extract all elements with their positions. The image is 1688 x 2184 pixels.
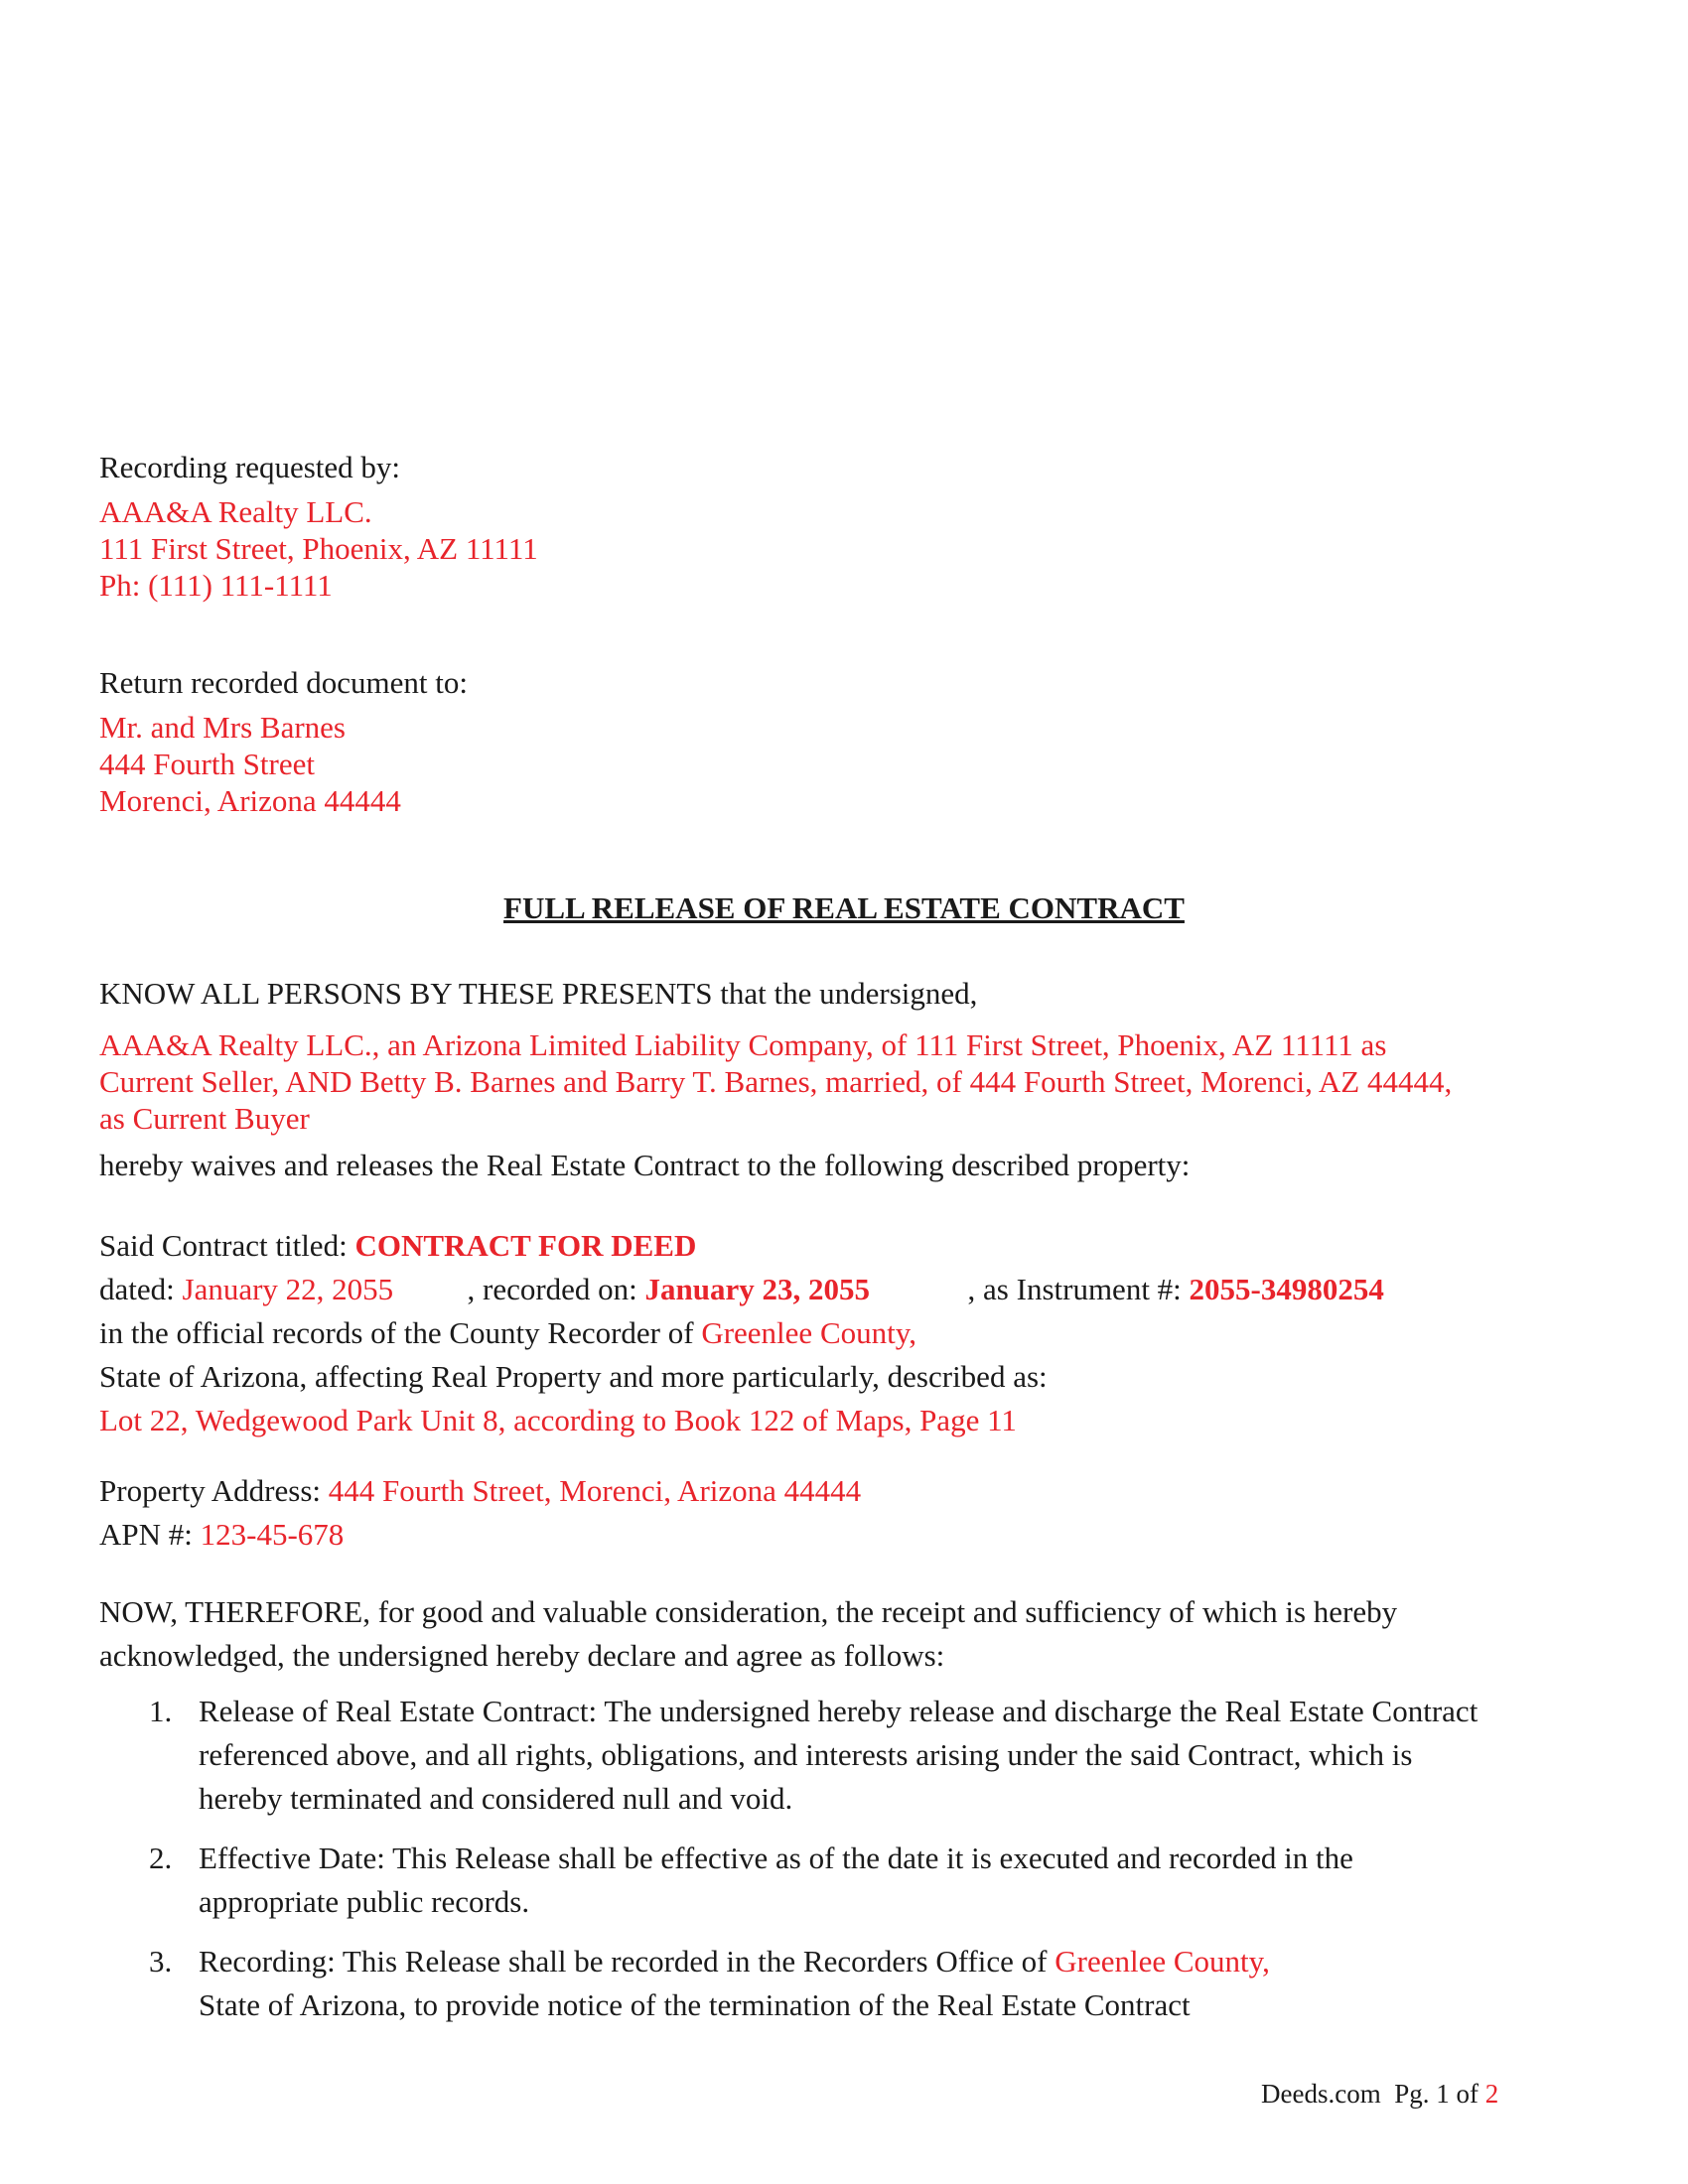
term-item-3 <box>99 1940 1477 2027</box>
recorded-label: , recorded on: <box>467 1272 645 1306</box>
dated-value: January 22, 2055 <box>182 1272 394 1306</box>
dated-label: dated: <box>99 1272 183 1306</box>
term-line: hereby terminated and considered null and void. <box>199 1781 793 1816</box>
property-block <box>99 1469 861 1557</box>
contract-title-value: CONTRACT FOR DEED <box>354 1228 697 1263</box>
footer-page-label: Pg. 1 of <box>1394 2079 1485 2109</box>
therefore-block <box>99 1590 1397 1678</box>
requester-name: AAA&A Realty LLC. <box>99 494 372 529</box>
waiver-text: hereby waives and releases the Real Estate Contract to the following described property: <box>99 1148 1191 1182</box>
term-number: 2. <box>149 1841 173 1875</box>
intro-text: KNOW ALL PERSONS BY THESE PRESENTS that the undersigned, <box>99 976 978 1011</box>
property-address-line <box>99 1469 861 1513</box>
county-name: Greenlee County, <box>701 1315 916 1350</box>
contract-dates-line <box>99 1268 1384 1311</box>
apn-line <box>99 1513 861 1557</box>
recording-label: Recording requested by: <box>99 450 401 484</box>
parties-line-3: as Current Buyer <box>99 1101 310 1136</box>
contract-title-label: Said Contract titled: <box>99 1228 355 1263</box>
return-label: Return recorded document to: <box>99 665 469 700</box>
term-line: appropriate public records. <box>199 1884 530 1919</box>
term-item-1 <box>99 1690 1477 1821</box>
records-text: in the official records of the County Recorder of <box>99 1315 702 1350</box>
legal-description: Lot 22, Wedgewood Park Unit 8, according to Book 122 of Maps, Page 11 <box>99 1403 1017 1437</box>
return-to-block <box>99 664 468 819</box>
term-line: Release of Real Estate Contract: The undersigned hereby release and discharge the Real Estate Contract <box>199 1694 1478 1728</box>
term-line: Effective Date: This Release shall be effective as of the date it is executed and recorded in the <box>199 1841 1353 1875</box>
footer-total-pages: 2 <box>1484 2079 1499 2109</box>
therefore-line-1: NOW, THEREFORE, for good and valuable consideration, the receipt and sufficiency of which is hereby <box>99 1594 1398 1629</box>
term-line: referenced above, and all rights, obligations, and interests arising under the said Contract, which is <box>199 1737 1413 1772</box>
page-footer <box>1261 2078 1498 2110</box>
term-item-2 <box>99 1837 1477 1924</box>
property-address-label: Property Address: <box>99 1473 329 1508</box>
document-title: FULL RELEASE OF REAL ESTATE CONTRACT <box>503 890 1185 925</box>
parties-block <box>99 1026 1452 1137</box>
term-3-county: Greenlee County, <box>1055 1944 1270 1979</box>
instrument-value: 2055-34980254 <box>1189 1272 1384 1306</box>
return-name: Mr. and Mrs Barnes <box>99 710 346 745</box>
term-number: 1. <box>149 1694 173 1728</box>
recording-requested-block <box>99 449 538 604</box>
apn-label: APN #: <box>99 1517 201 1552</box>
term-3-text: Recording: This Release shall be recorded in the Recorders Office of <box>199 1944 1055 1979</box>
property-address-value: 444 Fourth Street, Morenci, Arizona 44444 <box>328 1473 862 1508</box>
contract-details-block <box>99 1224 1384 1442</box>
contract-title-line <box>99 1224 1384 1268</box>
terms-list <box>99 1690 1477 2027</box>
term-number: 3. <box>149 1944 173 1979</box>
state-text: State of Arizona, affecting Real Property and more particularly, described as: <box>99 1359 1048 1394</box>
parties-line-2: Current Seller, AND Betty B. Barnes and Barry T. Barnes, married, of 444 Fourth Street, Morenci, AZ 44444, <box>99 1064 1453 1099</box>
therefore-line-2: acknowledged, the undersigned hereby declare and agree as follows: <box>99 1638 945 1673</box>
parties-line-1: AAA&A Realty LLC., an Arizona Limited Liability Company, of 111 First Street, Phoenix, AZ 11111 as <box>99 1027 1387 1062</box>
recorded-value: January 23, 2055 <box>644 1272 871 1306</box>
return-street: 444 Fourth Street <box>99 747 315 781</box>
requester-phone: Ph: (111) 111-1111 <box>99 568 333 603</box>
requester-address: 111 First Street, Phoenix, AZ 11111 <box>99 531 538 566</box>
instrument-label: , as Instrument #: <box>967 1272 1190 1306</box>
footer-site: Deeds.com <box>1261 2079 1381 2109</box>
records-line <box>99 1311 1384 1355</box>
term-line: State of Arizona, to provide notice of the termination of the Real Estate Contract <box>199 1987 1191 2022</box>
return-city: Morenci, Arizona 44444 <box>99 783 401 818</box>
term-line <box>199 1940 1477 1983</box>
apn-value: 123-45-678 <box>200 1517 345 1552</box>
